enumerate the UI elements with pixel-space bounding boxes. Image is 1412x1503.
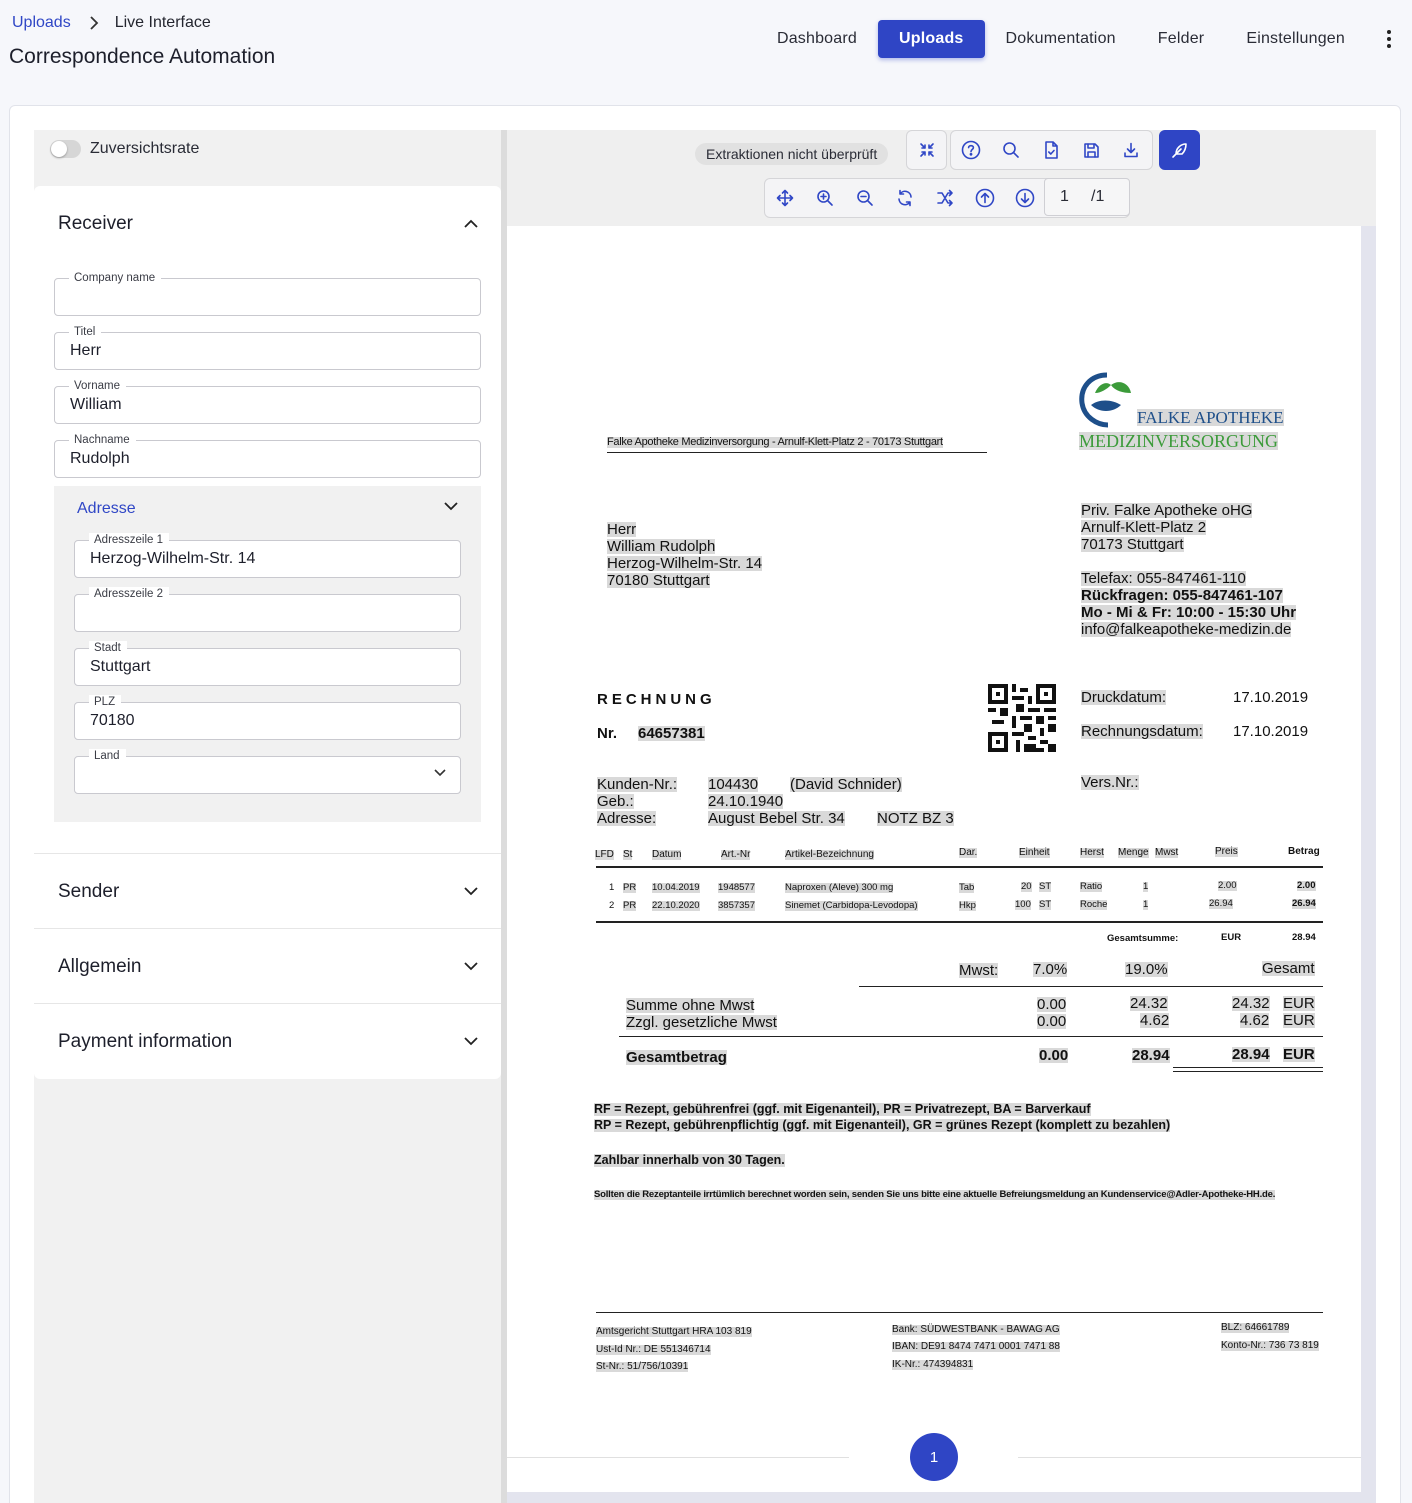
doc-cell: Naproxen (Aleve) 300 mg	[785, 882, 894, 893]
page-title: Correspondence Automation	[9, 45, 276, 68]
plz-value: 70180	[90, 712, 135, 729]
review-status-badge: Extraktionen nicht überprüft	[695, 143, 888, 165]
doc-company-line: 70173 Stuttgart	[1081, 536, 1184, 553]
viewer-toolbar	[507, 130, 1376, 226]
collapse-group	[906, 130, 947, 170]
doc-rule	[596, 866, 1323, 868]
doc-cell: 26.94	[1209, 898, 1233, 909]
doc-cell: 2.00	[1218, 880, 1237, 891]
doc-rule	[596, 921, 1323, 923]
doc-gesamtbetrag-label: Gesamtbetrag	[626, 1049, 727, 1066]
doc-cell: Hkp	[959, 900, 976, 911]
extraction-panel	[34, 130, 501, 1503]
titel-field[interactable]	[54, 326, 481, 370]
vorname-field[interactable]	[54, 380, 481, 424]
doc-rechnungsdatum: 17.10.2019	[1233, 723, 1309, 740]
doc-telefax: Telefax: 055-847461-110	[1081, 570, 1246, 587]
feather-icon	[1171, 141, 1189, 159]
doc-adresse: August Bebel Str. 34	[708, 810, 845, 827]
breadcrumb	[12, 14, 211, 32]
company-name-field[interactable]	[54, 272, 481, 316]
titel-label: Titel	[69, 325, 101, 339]
doc-rechnung-title: RECHNUNG	[597, 691, 716, 708]
page-thumbnail-button[interactable]: 1	[910, 1433, 958, 1481]
doc-note: Sollten die Rezeptanteile irrtümlich berechnet worden sein, senden Sie uns bitte eine aktuelle Befreiungsmeldung an Kundenservice@Adler-Apotheke-HH.de.	[594, 1189, 1276, 1200]
page-down-icon[interactable]	[1005, 179, 1045, 217]
doc-nr-label: Nr.	[597, 725, 618, 742]
fields-card	[34, 186, 501, 1079]
doc-rule	[607, 452, 987, 453]
doc-footer-line: IBAN: DE91 8474 7471 0001 7471 88	[892, 1341, 1060, 1352]
doc-table-header: Art.-Nr	[721, 849, 751, 860]
doc-email: info@falkeapotheke-medizin.de	[1081, 621, 1292, 638]
doc-footer-line: Konto-Nr.: 736 73 819	[1221, 1340, 1319, 1351]
doc-geb-label: Geb.:	[597, 793, 634, 810]
chevron-right-icon	[89, 16, 99, 30]
stadt-label: Stadt	[89, 641, 127, 655]
divider	[1018, 1457, 1361, 1458]
doc-cell: 1948577	[718, 882, 755, 893]
doc-footer-line: Bank: SÜDWESTBANK - BAWAG AG	[892, 1324, 1060, 1335]
doc-vers-label: Vers.Nr.:	[1081, 774, 1139, 791]
doc-adresse-label: Adresse:	[597, 810, 657, 827]
doc-gesamtbetrag-total: 28.94	[1232, 1046, 1270, 1063]
doc-cell: ST	[1039, 881, 1052, 892]
divider	[507, 1457, 849, 1458]
doc-gesamt-label: Gesamt	[1262, 960, 1315, 977]
doc-cell: Sinemet (Carbidopa-Levodopa)	[785, 900, 918, 911]
doc-cell: 20	[1021, 881, 1032, 892]
doc-footer-line: Ust-Id Nr.: DE 551346714	[596, 1344, 711, 1355]
doc-table-header: Artikel-Bezeichnung	[785, 849, 874, 860]
doc-cell: Roche	[1080, 899, 1108, 910]
doc-eur: EUR	[1283, 1046, 1315, 1063]
doc-recipient-line: Herzog-Wilhelm-Str. 14	[607, 555, 763, 572]
rotate-icon[interactable]	[885, 179, 925, 217]
address-subsection-title[interactable]: Adresse	[77, 500, 136, 517]
company-name-label: Company name	[69, 271, 161, 285]
qr-code-icon	[988, 684, 1056, 752]
doc-rule	[1173, 1071, 1323, 1072]
doc-cell: 2	[609, 900, 615, 911]
document-actions-group	[950, 130, 1153, 170]
doc-cell: 100	[1015, 899, 1031, 910]
doc-rule	[596, 1312, 1323, 1313]
confidence-toggle-label: Zuversichtsrate	[90, 140, 200, 157]
doc-table-header: Herst	[1080, 847, 1104, 858]
doc-table-header: LFD	[595, 849, 614, 860]
doc-gesamtsumme-currency: EUR	[1221, 932, 1242, 943]
doc-mwst-19: 19.0%	[1125, 961, 1168, 978]
file-check-icon[interactable]	[1031, 131, 1071, 169]
doc-gesamtbetrag-7: 0.00	[1039, 1047, 1069, 1064]
land-select[interactable]	[74, 750, 461, 794]
address-subsection	[54, 486, 481, 822]
doc-footer-line: BLZ: 64661789	[1221, 1322, 1290, 1333]
doc-gesamtbetrag-19: 28.94	[1132, 1047, 1170, 1064]
page-current: 1	[1060, 188, 1069, 205]
doc-mwst-label: Mwst:	[959, 962, 999, 979]
doc-cell: 26.94	[1292, 898, 1316, 909]
vorname-value: William	[70, 396, 122, 413]
plz-label: PLZ	[89, 695, 121, 709]
nachname-value: Rudolph	[70, 450, 130, 467]
doc-eur: EUR	[1283, 1012, 1315, 1029]
collapse-icon[interactable]	[907, 131, 946, 169]
confidence-toggle[interactable]	[50, 140, 81, 158]
page-up-icon[interactable]	[965, 179, 1005, 217]
help-icon[interactable]	[951, 131, 991, 169]
doc-cell: 1	[1143, 899, 1149, 910]
doc-eur: EUR	[1283, 995, 1315, 1012]
doc-recipient-line: Herr	[607, 521, 637, 538]
page-total: /1	[1091, 188, 1105, 205]
confidence-toggle-row	[50, 140, 199, 158]
doc-cell: 1	[609, 882, 615, 893]
doc-zzgl-19: 4.62	[1140, 1012, 1170, 1029]
doc-gesamtsumme-label: Gesamtsumme:	[1107, 933, 1179, 944]
doc-druckdatum-label: Druckdatum:	[1081, 689, 1167, 706]
doc-zzgl-label: Zzgl. gesetzliche Mwst	[626, 1014, 777, 1031]
doc-cell: 1	[1143, 881, 1149, 892]
doc-druckdatum: 17.10.2019	[1233, 689, 1309, 706]
doc-notz: NOTZ BZ 3	[877, 810, 954, 827]
doc-logo-line1: FALKE APOTHEKE	[1137, 408, 1284, 427]
doc-footer-line: St-Nr.: 51/756/10391	[596, 1361, 689, 1372]
page-number-input[interactable]	[1044, 178, 1130, 216]
doc-table-header: Mwst	[1155, 847, 1179, 858]
doc-legend-line: RF = Rezept, gebührenfrei (ggf. mit Eigenanteil), PR = Privatrezept, BA = Barverkauf	[594, 1102, 1091, 1116]
vorname-label: Vorname	[69, 379, 126, 393]
doc-geb: 24.10.1940	[708, 793, 784, 810]
zoom-out-icon[interactable]	[845, 179, 885, 217]
doc-logo-line2: MEDIZINVERSORGUNG	[1079, 431, 1278, 451]
doc-kunden-nr: 104430	[708, 776, 759, 793]
doc-footer-line: Amtsgericht Stuttgart HRA 103 819	[596, 1326, 752, 1337]
doc-kunden-name: (David Schnider)	[790, 776, 902, 793]
breadcrumb-current: Live Interface	[114, 14, 211, 31]
chevron-down-icon	[464, 1037, 478, 1046]
doc-table-header: Menge	[1118, 847, 1149, 858]
nachname-field[interactable]	[54, 434, 481, 478]
section-receiver-title: Receiver	[58, 212, 133, 234]
plz-field[interactable]	[74, 696, 461, 740]
chevron-down-icon	[464, 962, 478, 971]
section-allgemein-header[interactable]	[34, 929, 501, 1004]
doc-table-header: Datum	[652, 849, 682, 860]
move-icon[interactable]	[765, 179, 805, 217]
nav-uploads[interactable]: Uploads	[878, 20, 985, 58]
nav-einstellungen[interactable]: Einstellungen	[1246, 30, 1345, 47]
top-navigation	[756, 20, 1412, 58]
section-receiver-header[interactable]	[34, 186, 501, 261]
adresszeile1-value: Herzog-Wilhelm-Str. 14	[90, 550, 256, 567]
doc-sender-line: Falke Apotheke Medizinversorgung - Arnulf-Klett-Platz 2 - 70173 Stuttgart	[607, 436, 943, 448]
section-payment-header[interactable]	[34, 1004, 501, 1079]
save-icon[interactable]	[1071, 131, 1111, 169]
doc-cell: PR	[623, 882, 637, 893]
doc-company-line: Priv. Falke Apotheke oHG	[1081, 502, 1253, 519]
doc-legend-line: RP = Rezept, gebührenpflichtig (ggf. mit Eigenanteil), GR = grünes Rezept (komplett zu bezahlen)	[594, 1118, 1171, 1132]
chevron-down-icon	[464, 887, 478, 896]
zoom-in-icon[interactable]	[805, 179, 845, 217]
doc-summe-ohne-19: 24.32	[1130, 995, 1168, 1012]
titel-value: Herr	[70, 342, 102, 359]
doc-summe-ohne-7: 0.00	[1037, 996, 1067, 1013]
land-label: Land	[89, 749, 126, 763]
doc-hours: Mo - Mi & Fr: 10:00 - 15:30 Uhr	[1081, 604, 1297, 621]
doc-cell: Ratio	[1080, 881, 1103, 892]
doc-recipient-line: 70180 Stuttgart	[607, 572, 710, 589]
doc-table-header: St	[623, 849, 633, 860]
doc-recipient-line: William Rudolph	[607, 538, 716, 555]
section-sender-title: Sender	[58, 880, 120, 902]
chevron-down-icon	[434, 769, 446, 777]
adresszeile2-label: Adresszeile 2	[89, 587, 169, 601]
doc-footer-line: IK-Nr.: 474394831	[892, 1359, 974, 1370]
section-allgemein-title: Allgemein	[58, 955, 142, 977]
nav-dokumentation[interactable]: Dokumentation	[1005, 30, 1116, 47]
doc-company-line: Arnulf-Klett-Platz 2	[1081, 519, 1207, 536]
doc-cell: 3857357	[718, 900, 755, 911]
shuffle-icon[interactable]	[925, 179, 965, 217]
doc-cell: 10.04.2019	[652, 882, 700, 893]
doc-nr-value: 64657381	[638, 725, 705, 742]
doc-cell: 2.00	[1297, 880, 1316, 891]
doc-summe-ohne-total: 24.32	[1232, 995, 1270, 1012]
section-sender-header[interactable]	[34, 854, 501, 929]
chevron-down-icon[interactable]	[444, 502, 458, 511]
chevron-up-icon	[464, 219, 478, 228]
doc-zahlbar: Zahlbar innerhalb von 30 Tagen.	[594, 1153, 785, 1167]
pharmacy-logo-icon	[1077, 371, 1139, 429]
doc-rule	[619, 1036, 1323, 1037]
section-payment-title: Payment information	[58, 1030, 233, 1052]
doc-cell: Tab	[959, 882, 975, 893]
breadcrumb-uploads-link[interactable]: Uploads	[12, 14, 71, 31]
nav-felder[interactable]: Felder	[1157, 30, 1205, 47]
nav-dashboard[interactable]: Dashboard	[776, 30, 858, 47]
stadt-field[interactable]	[74, 642, 461, 686]
nachname-label: Nachname	[69, 433, 136, 447]
doc-gesamtsumme-value: 28.94	[1292, 932, 1316, 943]
doc-table-header: Einheit	[1019, 847, 1050, 858]
doc-table-header: Betrag	[1288, 846, 1320, 857]
doc-rueckfragen: Rückfragen: 055-847461-107	[1081, 587, 1283, 604]
doc-table-header: Preis	[1215, 846, 1238, 857]
adresszeile2-field[interactable]	[74, 588, 461, 632]
doc-mwst-7: 7.0%	[1033, 961, 1068, 978]
doc-zzgl-7: 0.00	[1037, 1013, 1067, 1030]
doc-rule	[1173, 1067, 1323, 1068]
doc-rechnungsdatum-label: Rechnungsdatum:	[1081, 723, 1203, 740]
adresszeile1-label: Adresszeile 1	[89, 533, 169, 547]
stadt-value: Stuttgart	[90, 658, 151, 675]
doc-zzgl-total: 4.62	[1240, 1012, 1270, 1029]
doc-cell: PR	[623, 900, 637, 911]
doc-cell: ST	[1039, 899, 1052, 910]
doc-cell: 22.10.2020	[652, 900, 700, 911]
doc-summe-ohne-label: Summe ohne Mwst	[626, 997, 755, 1014]
search-icon[interactable]	[991, 131, 1031, 169]
sign-button[interactable]	[1159, 130, 1200, 170]
download-icon[interactable]	[1111, 131, 1151, 169]
invoice-page	[507, 226, 1361, 1492]
more-vertical-icon[interactable]	[1366, 20, 1412, 58]
doc-rule	[859, 986, 1323, 987]
doc-kunden-label: Kunden-Nr.:	[597, 776, 678, 793]
adresszeile1-field[interactable]	[74, 534, 461, 578]
doc-table-header: Dar.	[959, 847, 978, 858]
